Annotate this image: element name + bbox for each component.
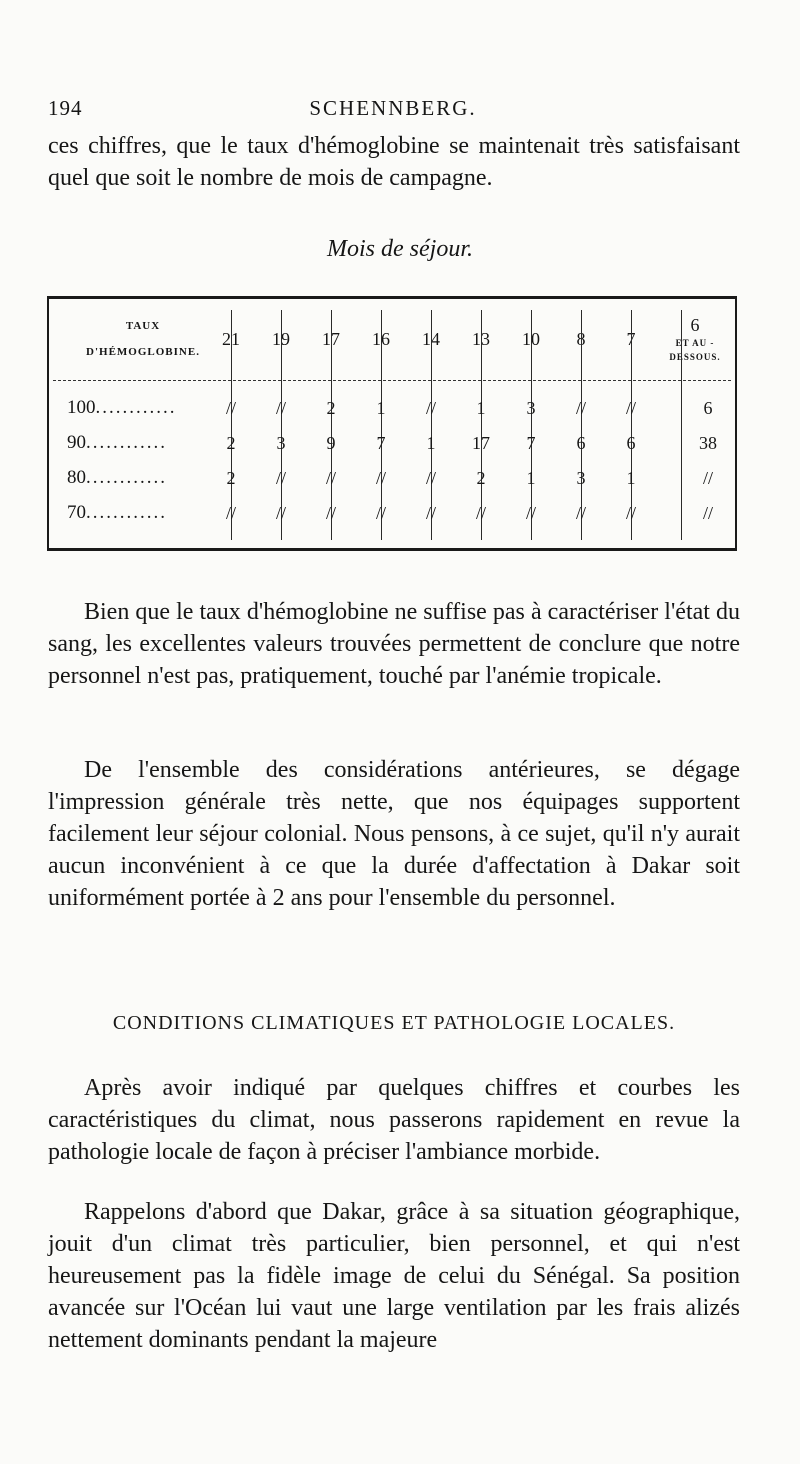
table-cell: // bbox=[225, 503, 236, 523]
running-head: SCHENNBERG. bbox=[309, 96, 477, 120]
table-cell: 2 bbox=[476, 468, 486, 488]
table-cell: 2 bbox=[326, 398, 336, 418]
table-cell: 2 bbox=[226, 468, 236, 488]
month-header: 16 bbox=[372, 328, 390, 349]
month-header: 7 bbox=[626, 328, 636, 349]
table-cell: 17 bbox=[472, 433, 490, 453]
table-cell: // bbox=[375, 503, 386, 523]
leader-dots: ............ bbox=[86, 502, 167, 523]
table-cell: 2 bbox=[226, 433, 236, 453]
row-label-value: 90 bbox=[67, 432, 86, 453]
page-header bbox=[48, 96, 738, 128]
table-cell: 9 bbox=[326, 433, 336, 453]
leader-dots: ............ bbox=[95, 397, 177, 418]
table-cell: 6 bbox=[626, 433, 636, 453]
table-cell: 6 bbox=[703, 398, 713, 418]
month-header: 17 bbox=[322, 328, 340, 349]
table-cell: 7 bbox=[376, 433, 386, 453]
page-number: 194 bbox=[48, 96, 83, 120]
table-cell: // bbox=[702, 503, 713, 523]
table-cell: // bbox=[702, 468, 713, 488]
corner-label-line2: D'HÉMOGLOBINE. bbox=[86, 346, 200, 358]
table-cell: // bbox=[325, 468, 336, 488]
table-cell: 6 bbox=[576, 433, 586, 453]
month-header: 14 bbox=[422, 328, 440, 349]
table-cell: 1 bbox=[526, 468, 536, 488]
table-cell: 1 bbox=[426, 433, 436, 453]
table-cell: // bbox=[275, 503, 286, 523]
paragraph-1: ces chiffres, que le taux d'hémoglobine se maintenait très satisfaisant quel que soit le nombre de mois de campagne. bbox=[48, 133, 740, 191]
row-label-value: 70 bbox=[67, 502, 86, 523]
table-cell: // bbox=[625, 398, 636, 418]
table-cell: 1 bbox=[476, 398, 486, 418]
table-cell: 1 bbox=[376, 398, 386, 418]
table-cell: 7 bbox=[526, 433, 536, 453]
month-header: 8 bbox=[576, 328, 586, 349]
last-column-label-line2: DESSOUS. bbox=[669, 352, 721, 362]
table-cell: 3 bbox=[526, 398, 536, 418]
row-label-value: 80 bbox=[67, 467, 86, 488]
leader-dots: ............ bbox=[86, 432, 167, 453]
last-column-label-line1: ET AU - bbox=[675, 338, 715, 348]
paragraph-5: Rappelons d'abord que Dakar, grâce à sa situation géographique, jouit d'un climat très particulier, bien personnel, et qui n'est heureusement pas la fidèle image de celui du Sénégal. Sa position avancée sur l'Océan lui vaut une large ventilation par les frais alizés nettement dominants pendant la majeure bbox=[48, 1199, 740, 1353]
table-left-rule bbox=[47, 296, 49, 551]
month-header: 19 bbox=[272, 328, 290, 349]
table-cell: // bbox=[225, 398, 236, 418]
table-cell: // bbox=[625, 503, 636, 523]
table-cell: // bbox=[325, 503, 336, 523]
corner-label bbox=[53, 302, 233, 376]
section-heading: CONDITIONS CLIMATIQUES ET PATHOLOGIE LOCALES. bbox=[112, 1012, 676, 1034]
month-header: 21 bbox=[222, 328, 240, 349]
last-column-header bbox=[655, 302, 735, 376]
table-cell: // bbox=[575, 503, 586, 523]
last-column-number: 6 bbox=[690, 315, 700, 335]
table-cell: // bbox=[575, 398, 586, 418]
hemoglobin-table bbox=[47, 296, 737, 551]
row-label-value: 100 bbox=[67, 397, 96, 418]
table-cell: 1 bbox=[626, 468, 636, 488]
table-cell: // bbox=[425, 468, 436, 488]
column-rule bbox=[681, 310, 682, 540]
table-cell: // bbox=[525, 503, 536, 523]
paragraph-4: Après avoir indiqué par quelques chiffres et courbes les caractéristiques du climat, nous passerons rapidement en revue la pathologie locale de façon à préciser l'ambiance morbide. bbox=[48, 1075, 740, 1165]
corner-label-line1: TAUX bbox=[125, 320, 161, 332]
paragraph-3: De l'ensemble des considérations antérieures, se dégage l'impression générale très nette, que nos équipages supportent facilement leur séjour colonial. Nous pensons, à ce sujet, qu'il n'y aurait aucun inconvénient à ce que la durée d'affectation à Dakar soit uniformément portée à 2 ans pour l'ensemble du personnel. bbox=[48, 757, 740, 911]
table-cell: // bbox=[425, 398, 436, 418]
table-right-rule bbox=[735, 296, 737, 551]
table-bottom-rule bbox=[47, 548, 737, 551]
paragraph-2: Bien que le taux d'hémoglobine ne suffise pas à caractériser l'état du sang, les excellentes valeurs trouvées permettent de conclure que notre personnel n'est pas, pratiquement, touché par l'anémie tropicale. bbox=[48, 599, 740, 689]
table-cell: // bbox=[275, 468, 286, 488]
table-top-rule bbox=[47, 296, 737, 299]
table-cell: 38 bbox=[699, 433, 717, 453]
table-cell: // bbox=[275, 398, 286, 418]
table-cell: // bbox=[425, 503, 436, 523]
month-header: 13 bbox=[472, 328, 490, 349]
table-cell: // bbox=[375, 468, 386, 488]
table-caption: Mois de séjour. bbox=[327, 236, 473, 262]
table-cell: 3 bbox=[276, 433, 286, 453]
month-header: 10 bbox=[522, 328, 540, 349]
leader-dots: ............ bbox=[86, 467, 167, 488]
table-cell: 3 bbox=[576, 468, 586, 488]
table-header-separator bbox=[53, 380, 731, 381]
table-cell: // bbox=[475, 503, 486, 523]
